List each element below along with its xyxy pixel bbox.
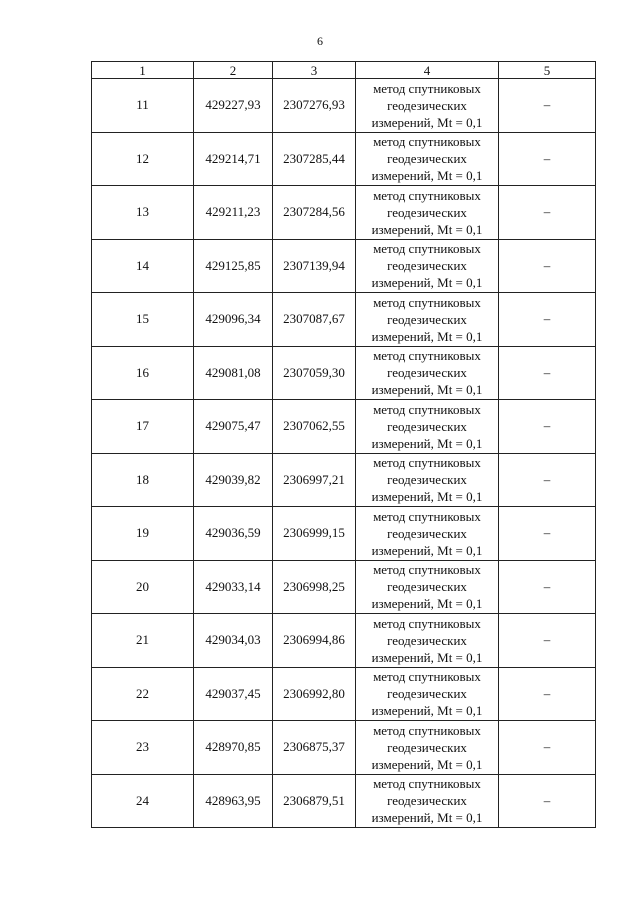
x-coordinate-cell: 429125,85 — [194, 239, 273, 293]
method-line: метод спутниковых — [373, 80, 481, 96]
method-line: измерений, Mt = 0,1 — [371, 703, 483, 719]
method-line: измерений, Mt = 0,1 — [371, 489, 483, 505]
method-line: измерений, Mt = 0,1 — [371, 221, 483, 237]
note-cell: – — [499, 79, 596, 133]
table-row — [92, 774, 596, 828]
y-coordinate-cell: 2306994,86 — [273, 614, 356, 668]
column-header-3: 3 — [273, 62, 356, 79]
x-coordinate-cell: 429214,71 — [194, 132, 273, 186]
method-cell — [356, 507, 499, 561]
x-coordinate-cell: 429227,93 — [194, 79, 273, 133]
note-cell: – — [499, 453, 596, 507]
note-cell: – — [499, 774, 596, 828]
method-line: геодезических — [387, 525, 467, 541]
method-line: метод спутниковых — [373, 241, 481, 257]
table-row — [92, 560, 596, 614]
method-cell — [356, 293, 499, 347]
y-coordinate-cell: 2307059,30 — [273, 346, 356, 400]
method-line: измерений, Mt = 0,1 — [371, 542, 483, 558]
table-row — [92, 79, 596, 133]
method-line: измерений, Mt = 0,1 — [371, 596, 483, 612]
y-coordinate-cell: 2307087,67 — [273, 293, 356, 347]
x-coordinate-cell: 429211,23 — [194, 186, 273, 240]
method-line: измерений, Mt = 0,1 — [371, 435, 483, 451]
point-number-cell: 18 — [92, 453, 194, 507]
method-line: метод спутниковых — [373, 722, 481, 738]
table-row — [92, 453, 596, 507]
note-cell: – — [499, 721, 596, 775]
table-row — [92, 132, 596, 186]
method-cell — [356, 132, 499, 186]
y-coordinate-cell: 2307062,55 — [273, 400, 356, 454]
table-body — [92, 79, 596, 828]
method-cell — [356, 346, 499, 400]
y-coordinate-cell: 2306998,25 — [273, 560, 356, 614]
point-number-cell: 15 — [92, 293, 194, 347]
method-line: измерений, Mt = 0,1 — [371, 649, 483, 665]
method-line: геодезических — [387, 632, 467, 648]
method-line: геодезических — [387, 686, 467, 702]
method-cell — [356, 614, 499, 668]
method-line: геодезических — [387, 258, 467, 274]
table-header-row — [92, 62, 596, 79]
table-row — [92, 614, 596, 668]
method-cell — [356, 721, 499, 775]
method-line: метод спутниковых — [373, 615, 481, 631]
coordinates-table — [91, 61, 596, 828]
y-coordinate-cell: 2306999,15 — [273, 507, 356, 561]
table-row — [92, 293, 596, 347]
table-row — [92, 667, 596, 721]
method-line: метод спутниковых — [373, 401, 481, 417]
point-number-cell: 11 — [92, 79, 194, 133]
point-number-cell: 21 — [92, 614, 194, 668]
method-line: геодезических — [387, 311, 467, 327]
method-cell — [356, 79, 499, 133]
point-number-cell: 12 — [92, 132, 194, 186]
method-line: геодезических — [387, 97, 467, 113]
method-line: измерений, Mt = 0,1 — [371, 275, 483, 291]
method-line: геодезических — [387, 739, 467, 755]
method-cell — [356, 667, 499, 721]
method-cell — [356, 774, 499, 828]
point-number-cell: 17 — [92, 400, 194, 454]
point-number-cell: 22 — [92, 667, 194, 721]
note-cell: – — [499, 186, 596, 240]
column-header-4: 4 — [356, 62, 499, 79]
y-coordinate-cell: 2306879,51 — [273, 774, 356, 828]
table-row — [92, 721, 596, 775]
method-line: измерений, Mt = 0,1 — [371, 114, 483, 130]
note-cell: – — [499, 614, 596, 668]
point-number-cell: 20 — [92, 560, 194, 614]
table-row — [92, 507, 596, 561]
method-line: измерений, Mt = 0,1 — [371, 810, 483, 826]
method-line: метод спутниковых — [373, 508, 481, 524]
column-header-1: 1 — [92, 62, 194, 79]
method-line: метод спутниковых — [373, 455, 481, 471]
method-line: измерений, Mt = 0,1 — [371, 382, 483, 398]
table-row — [92, 239, 596, 293]
method-cell — [356, 186, 499, 240]
method-cell — [356, 453, 499, 507]
method-line: измерений, Mt = 0,1 — [371, 168, 483, 184]
y-coordinate-cell: 2307284,56 — [273, 186, 356, 240]
method-line: измерений, Mt = 0,1 — [371, 328, 483, 344]
note-cell: – — [499, 132, 596, 186]
column-header-2: 2 — [194, 62, 273, 79]
method-line: метод спутниковых — [373, 776, 481, 792]
table-row — [92, 400, 596, 454]
method-line: метод спутниковых — [373, 294, 481, 310]
note-cell: – — [499, 667, 596, 721]
point-number-cell: 24 — [92, 774, 194, 828]
method-line: метод спутниковых — [373, 348, 481, 364]
point-number-cell: 16 — [92, 346, 194, 400]
note-cell: – — [499, 507, 596, 561]
method-line: геодезических — [387, 365, 467, 381]
method-line: геодезических — [387, 793, 467, 809]
method-cell — [356, 400, 499, 454]
method-line: метод спутниковых — [373, 669, 481, 685]
y-coordinate-cell: 2307139,94 — [273, 239, 356, 293]
page-number: 6 — [317, 34, 323, 48]
x-coordinate-cell: 429037,45 — [194, 667, 273, 721]
note-cell: – — [499, 560, 596, 614]
method-line: геодезических — [387, 418, 467, 434]
method-cell — [356, 239, 499, 293]
method-line: геодезических — [387, 472, 467, 488]
y-coordinate-cell: 2306875,37 — [273, 721, 356, 775]
x-coordinate-cell: 429033,14 — [194, 560, 273, 614]
x-coordinate-cell: 429034,03 — [194, 614, 273, 668]
point-number-cell: 19 — [92, 507, 194, 561]
x-coordinate-cell: 429081,08 — [194, 346, 273, 400]
y-coordinate-cell: 2307276,93 — [273, 79, 356, 133]
x-coordinate-cell: 429096,34 — [194, 293, 273, 347]
method-line: измерений, Mt = 0,1 — [371, 756, 483, 772]
method-line: геодезических — [387, 204, 467, 220]
x-coordinate-cell: 429039,82 — [194, 453, 273, 507]
column-header-5: 5 — [499, 62, 596, 79]
table-row — [92, 186, 596, 240]
y-coordinate-cell: 2306992,80 — [273, 667, 356, 721]
x-coordinate-cell: 429036,59 — [194, 507, 273, 561]
y-coordinate-cell: 2306997,21 — [273, 453, 356, 507]
point-number-cell: 14 — [92, 239, 194, 293]
method-cell — [356, 560, 499, 614]
x-coordinate-cell: 428963,95 — [194, 774, 273, 828]
method-line: метод спутниковых — [373, 187, 481, 203]
x-coordinate-cell: 429075,47 — [194, 400, 273, 454]
method-line: геодезических — [387, 151, 467, 167]
table-row — [92, 346, 596, 400]
point-number-cell: 13 — [92, 186, 194, 240]
y-coordinate-cell: 2307285,44 — [273, 132, 356, 186]
point-number-cell: 23 — [92, 721, 194, 775]
method-line: метод спутниковых — [373, 562, 481, 578]
note-cell: – — [499, 239, 596, 293]
x-coordinate-cell: 428970,85 — [194, 721, 273, 775]
method-line: геодезических — [387, 579, 467, 595]
note-cell: – — [499, 400, 596, 454]
method-line: метод спутниковых — [373, 134, 481, 150]
note-cell: – — [499, 293, 596, 347]
note-cell: – — [499, 346, 596, 400]
